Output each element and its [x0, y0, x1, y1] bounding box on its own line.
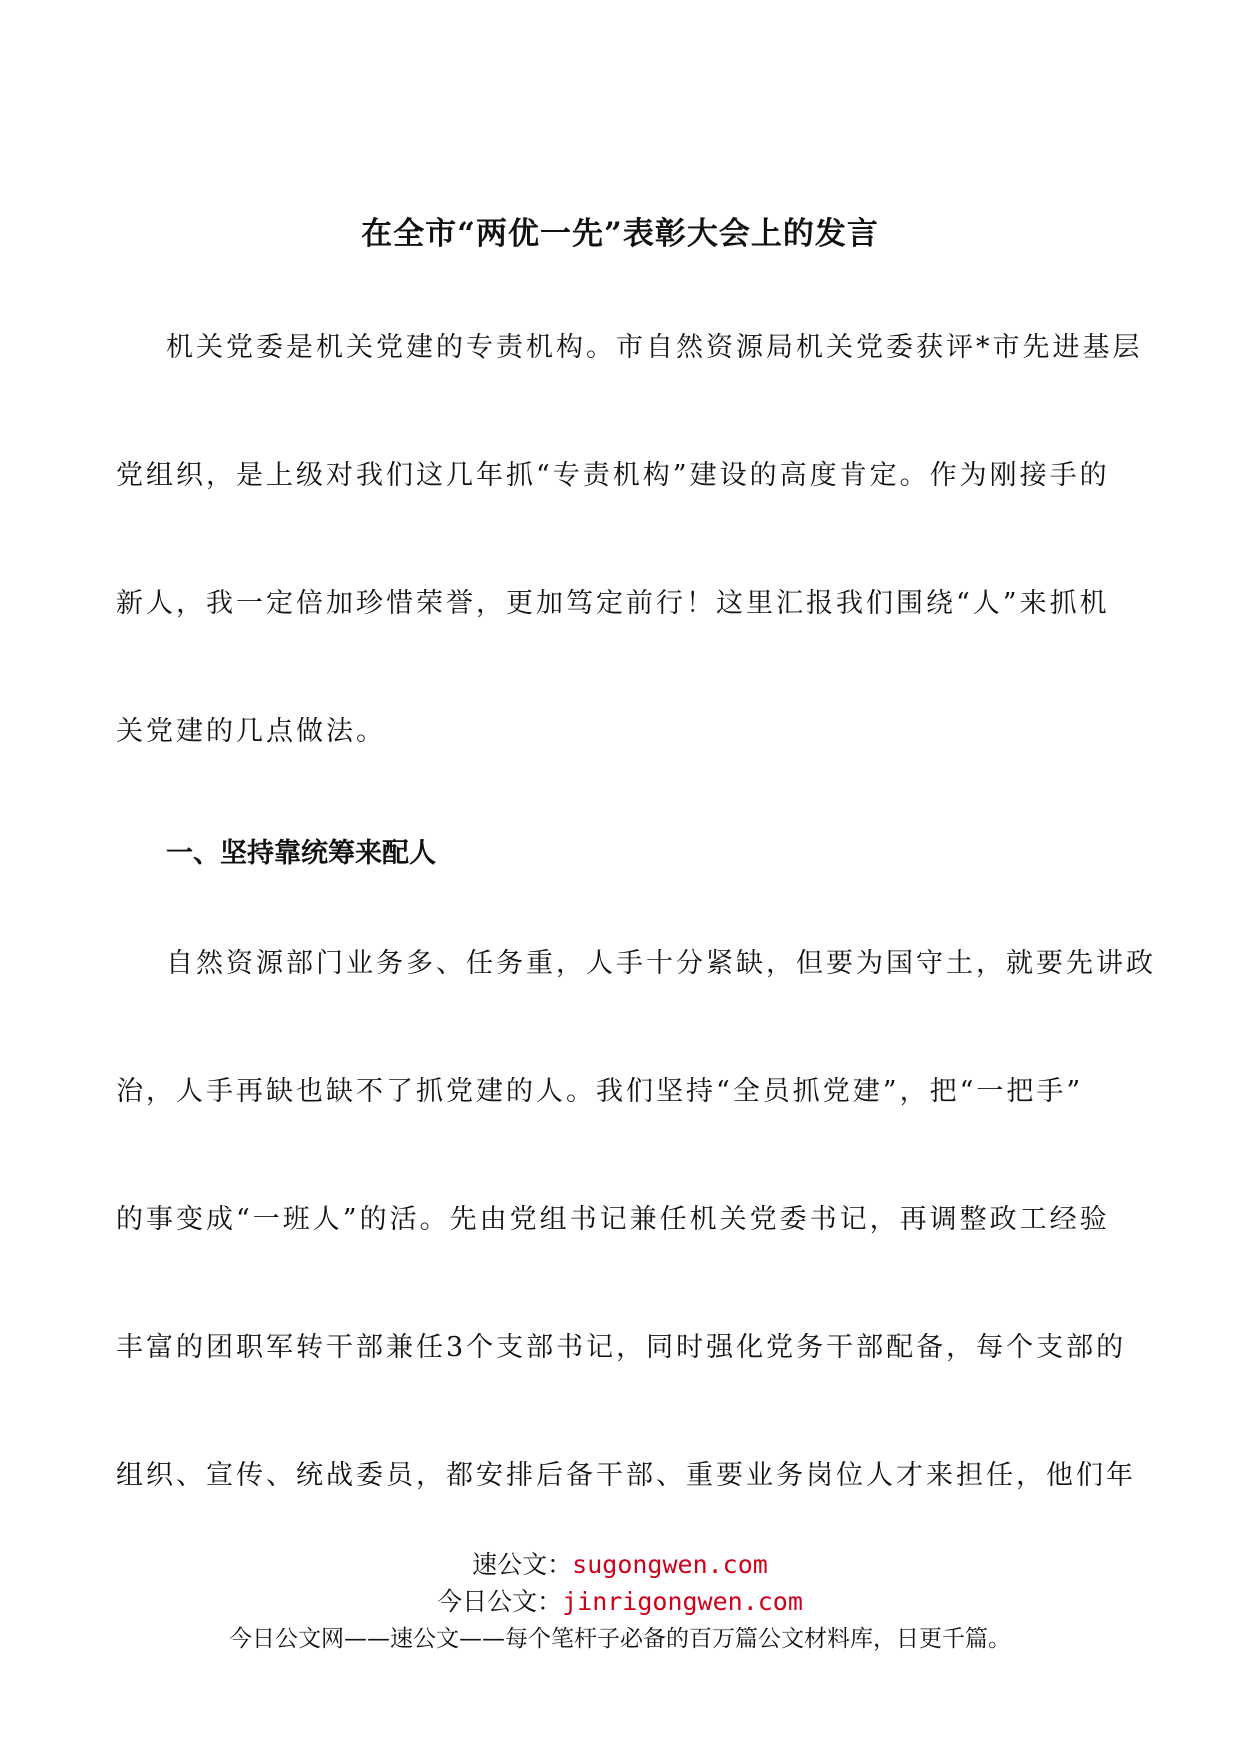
- paragraph-line: 治，人手再缺也缺不了抓党建的人。我们坚持“全员抓党建”，把“一把手”: [116, 1076, 1084, 1107]
- paragraph-line: 关党建的几点做法。: [116, 716, 386, 747]
- paragraph-line: 丰富的团职军转干部兼任3个支部书记，同时强化党务干部配备，每个支部的: [116, 1332, 1127, 1363]
- paragraph-line: 新人，我一定倍加珍惜荣誉，更加笃定前行！这里汇报我们围绕“人”来抓机: [116, 588, 1110, 619]
- footer-jinrigongwen: [0, 1582, 1240, 1618]
- sugongwen-link[interactable]: sugongwen.com: [572, 1550, 768, 1579]
- footer-label: 速公文：: [472, 1550, 573, 1579]
- footer-label: 今日公文：: [437, 1587, 563, 1616]
- section-heading: 一、坚持靠统筹来配人: [166, 838, 436, 869]
- paragraph-line: 的事变成“一班人”的活。先由党组书记兼任机关党委书记，再调整政工经验: [116, 1204, 1110, 1235]
- jinrigongwen-link[interactable]: jinrigongwen.com: [562, 1587, 803, 1616]
- paragraph-line: 党组织，是上级对我们这几年抓“专责机构”建设的高度肯定。作为刚接手的: [116, 460, 1110, 491]
- paragraph-line: 自然资源部门业务多、任务重，人手十分紧缺，但要为国守土，就要先讲政: [166, 948, 1156, 979]
- document-title: 在全市“两优一先”表彰大会上的发言: [361, 216, 879, 252]
- paragraph-line: 机关党委是机关党建的专责机构。市自然资源局机关党委获评*市先进基层: [166, 332, 1143, 363]
- paragraph-line: 组织、宣传、统战委员，都安排后备干部、重要业务岗位人才来担任，他们年: [116, 1460, 1136, 1491]
- footer-sugongwen: [0, 1545, 1240, 1581]
- footer-tagline: 今日公文网——速公文——每个笔杆子必备的百万篇公文材料库，日更千篇。: [229, 1626, 1011, 1652]
